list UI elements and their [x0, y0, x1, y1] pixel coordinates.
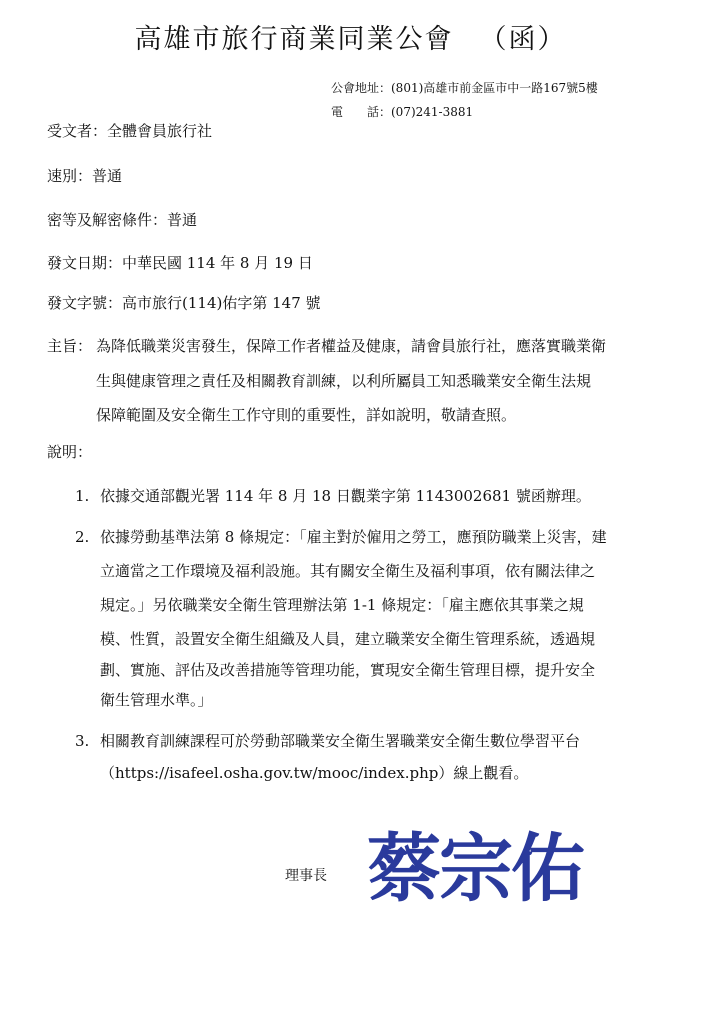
- item-number: 3.: [75, 732, 90, 750]
- item-line: 立適當之工作環境及福利設施。其有關安全衛生及福利事項，依有關法律之: [100, 562, 596, 580]
- subject-line: 保障範圍及安全衛生工作守則的重要性，詳如說明，敬請查照。: [96, 406, 517, 424]
- item-line: 規定。」另依職業安全衛生管理辦法第 1-1 條規定：「雇主應依其事業之規: [100, 596, 584, 614]
- explanation-label: 說明：: [47, 443, 93, 461]
- subject-label: 主旨：: [47, 337, 93, 355]
- item-line: 衛生管理水準。」: [100, 691, 213, 709]
- item-line: 依據勞動基準法第 8 條規定：「雇主對於僱用之勞工，應預防職業上災害，建: [100, 528, 607, 546]
- chairman-title: 理事長: [285, 868, 327, 884]
- item-line: 相關教育訓練課程可於勞動部職業安全衛生署職業安全衛生數位學習平台: [100, 732, 581, 750]
- item-line: 依據交通部觀光署 114 年 8 月 18 日觀業字第 1143002681 號函辦理。: [100, 487, 591, 505]
- seal-glyphs: 蔡宗佑: [367, 826, 583, 912]
- title-suffix: （函）: [479, 24, 567, 55]
- subject-line: 生與健康管理之責任及相關教育訓練，以利所屬員工知悉職業安全衛生法規: [96, 372, 592, 390]
- item-number: 2.: [75, 528, 90, 546]
- title-text: 高雄市旅行商業同業公會: [134, 24, 454, 55]
- signature-seal: [363, 812, 588, 912]
- item-line: （https://isafeel.osha.gov.tw/mooc/index.php）線上觀看。: [100, 764, 529, 782]
- doc-number-field: 發文字號：高市旅行(114)佑字第 147 號: [47, 294, 321, 312]
- recipient-field: 受文者：全體會員旅行社: [47, 122, 213, 140]
- speed-field: 速別：普通: [47, 167, 123, 185]
- subject-line: 為降低職業災害發生，保障工作者權益及健康，請會員旅行社，應落實職業衛: [96, 337, 607, 355]
- document-title: [0, 20, 701, 60]
- date-field: 發文日期：中華民國 114 年 8 月 19 日: [47, 254, 313, 272]
- item-line: 模、性質，設置安全衛生組織及人員，建立職業安全衛生管理系統，透過規: [100, 630, 596, 648]
- security-field: 密等及解密條件：普通: [47, 211, 198, 229]
- address-line: 公會地址：(801)高雄市前金區市中一路167號5樓: [331, 81, 598, 95]
- item-line: 劃、實施、評估及改善措施等管理功能，實現安全衛生管理目標，提升安全: [100, 661, 596, 679]
- item-number: 1.: [75, 487, 90, 505]
- phone-line: 電 話：(07)241-3881: [331, 105, 474, 119]
